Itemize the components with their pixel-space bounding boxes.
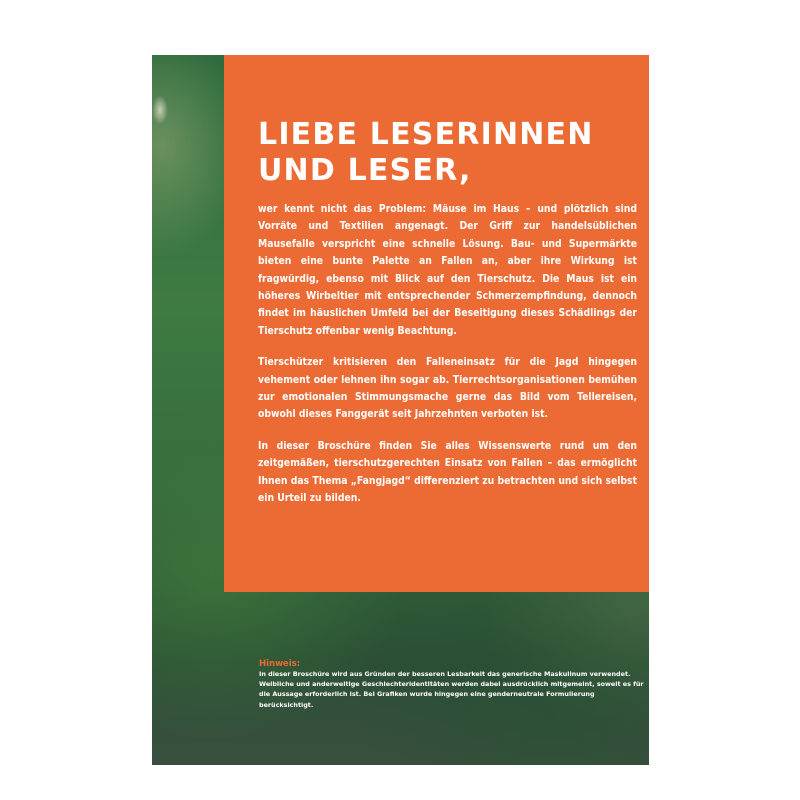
page-heading [258,117,637,189]
heading-line-1: LIEBE LESERINNEN [258,117,594,152]
intro-paragraph-2: Tierschützer kritisieren den Falleneinsatz für die Jagd hingegen vehement oder lehnen ihn sogar ab. Tierrechtsorganisationen bemühen zur emotionalen Stimmungsmache gerne das Bild vom Tellereisen, obwohl dieses Fanggerät seit Jahrzehnten verboten ist. [258,356,637,421]
heading-line-2: UND LESER, [258,153,472,188]
intro-paragraph-1: wer kennt nicht das Problem: Mäuse im Haus – und plötzlich sind Vorräte und Textilien angenagt. Der Griff zur handelsüblichen Mausefalle verspricht eine schnelle Lösung. Bau- und Supermärkte bieten eine bunte Palette an Fallen an, aber ihre Wirkung ist fragwürdig, ebenso mit Blick auf den Tierschutz. Die Maus ist ein höheres Wirbeltier mit entsprechender Schmerzempfindung, dennoch findet im häuslichen Umfeld bei der Beseitigung dieses Schädlings der Tierschutz offenbar wenig Beachtung. [258,203,637,337]
gender-notice [259,659,644,710]
notice-text: In dieser Broschüre wird aus Gründen der besseren Lesbarkeit das generische Maskulinum verwendet. Weibliche und anderweitige Geschlechteridentitäten werden dabei ausdrücklich mitgemeint, soweit es für die Aussage erforderlich ist. Bei Grafiken wurde hingegen eine genderneutrale Formulierung berücksichtigt. [259,670,644,709]
notice-title: Hinweis: [259,659,301,669]
intro-paragraph-3: In dieser Broschüre finden Sie alles Wissenswerte rund um den zeitgemäßen, tierschutzgerechten Einsatz von Fallen – das ermöglicht Ihnen das Thema „Fangjagd“ differenziert zu betrachten und sich selbst ein Urteil zu bilden. [258,439,637,505]
intro-panel [224,55,649,592]
brochure-page [152,55,649,765]
background-photo-detail [152,95,168,125]
